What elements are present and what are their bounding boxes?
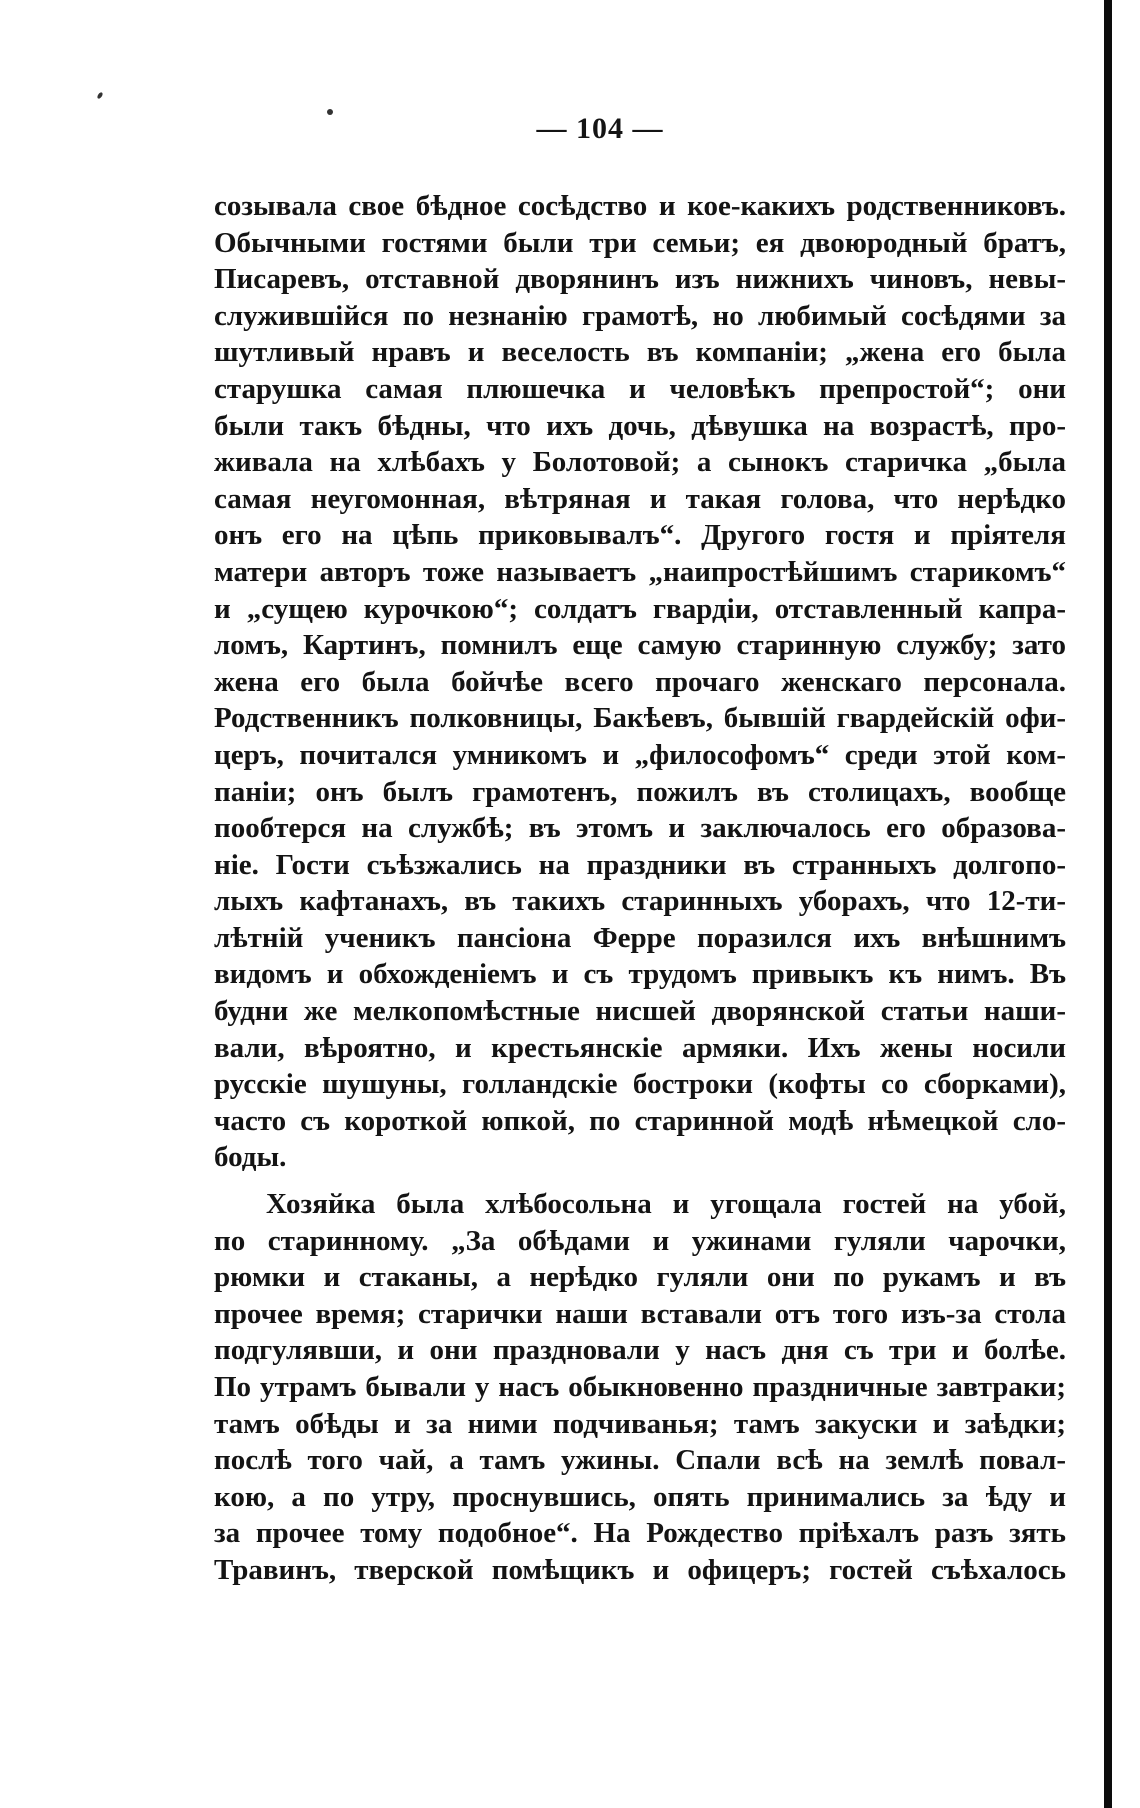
text-line: за прочее тому подобное“. На Рождество пріѣхалъ разъ зять — [214, 1517, 1066, 1550]
text-line: пообтерся на службѣ; въ этомъ и заключалось его образова- — [214, 812, 1066, 845]
text-line: шутливый нравъ и веселость въ компаніи; „жена его была — [214, 336, 1066, 369]
text-line: по старинному. „За обѣдами и ужинами гуляли чарочки, — [214, 1224, 1066, 1257]
text-line: русскіе шушуны, голландскіе бостроки (кофты со сборками), — [214, 1068, 1066, 1101]
text-line: видомъ и обхожденіемъ и съ трудомъ привыкъ къ нимъ. Въ — [214, 958, 1066, 991]
text-line: послѣ того чай, а тамъ ужины. Спали всѣ на землѣ повал- — [214, 1444, 1066, 1477]
text-line: Обычными гостями были три семьи; ея двоюродный братъ, — [214, 226, 1066, 259]
text-line: церъ, почитался умникомъ и „философомъ“ среди этой ком- — [214, 738, 1066, 771]
text-line: жена его была бойчѣе всего прочаго женскаго персонала. — [214, 665, 1066, 698]
text-line: лѣтній ученикъ пансіона Ферре поразился ихъ внѣшнимъ — [214, 921, 1066, 954]
text-line: самая неугомонная, вѣтряная и такая голова, что нерѣдко — [214, 482, 1066, 515]
page-number: — 104 — — [536, 112, 664, 145]
text-line: тамъ обѣды и за ними подчиванья; тамъ закуски и заѣдки; — [214, 1407, 1066, 1440]
text-line: лыхъ кафтанахъ, въ такихъ старинныхъ уборахъ, что 12-ти- — [214, 885, 1066, 918]
text-line: Травинъ, тверской помѣщикъ и офицеръ; гостей съѣхалось — [214, 1553, 1066, 1586]
text-line: служившійся по незнанію грамотѣ, но любимый сосѣдями за — [214, 299, 1066, 332]
text-line: были такъ бѣдны, что ихъ дочь, дѣвушка на возрастѣ, про- — [214, 409, 1066, 442]
text-line: и „сущею курочкою“; солдатъ гвардіи, отставленный капра- — [214, 592, 1066, 625]
paragraph-gap — [214, 1176, 1066, 1186]
paragraph — [214, 1186, 1066, 1589]
paragraph — [214, 188, 1066, 1176]
page-edge-shadow — [1104, 0, 1112, 1808]
text-line: созывала свое бѣдное сосѣдство и кое-какихъ родственниковъ. — [214, 190, 1066, 222]
ink-speck — [96, 91, 103, 99]
text-line: Хозяйка была хлѣбосольна и угощала гостей на убой, — [266, 1188, 1066, 1221]
text-line: рюмки и стаканы, а нерѣдко гуляли они по рукамъ и въ — [214, 1261, 1066, 1294]
text-line: часто съ короткой юпкой, по старинной модѣ нѣмецкой сло- — [214, 1104, 1066, 1137]
text-line: ломъ, Картинъ, помнилъ еще самую старинную службу; зато — [214, 629, 1066, 662]
text-line: будни же мелкопомѣстные нисшей дворянской статьи наши- — [214, 995, 1066, 1028]
text-line: Родственникъ полковницы, Бакѣевъ, бывшій гвардейскій офи- — [214, 702, 1066, 735]
text-line: вали, вѣроятно, и крестьянскіе армяки. Ихъ жены носили — [214, 1031, 1066, 1064]
text-line: кою, а по утру, проснувшись, опять принимались за ѣду и — [214, 1480, 1066, 1513]
text-line: старушка самая плюшечка и человѣкъ препростой“; они — [214, 372, 1066, 405]
body-text — [214, 188, 1066, 1589]
text-line: Писаревъ, отставной дворянинъ изъ нижнихъ чиновъ, невы- — [214, 263, 1066, 296]
text-line: боды. — [214, 1141, 287, 1174]
text-line: живала на хлѣбахъ у Болотовой; а сынокъ старичка „была — [214, 446, 1066, 479]
text-line: паніи; онъ былъ грамотенъ, пожилъ въ столицахъ, вообще — [214, 775, 1066, 808]
text-line: ніе. Гости съѣзжались на праздники въ странныхъ долгопо- — [214, 848, 1066, 881]
text-line: подгулявши, и они праздновали у насъ дня съ три и болѣе. — [214, 1334, 1066, 1367]
text-line: По утрамъ бывали у насъ обыкновенно праздничные завтраки; — [214, 1371, 1066, 1403]
text-line: онъ его на цѣпь приковывалъ“. Другого гостя и пріятеля — [214, 519, 1066, 552]
text-line: прочее время; старички наши вставали отъ того изъ-за стола — [214, 1297, 1066, 1330]
text-line: матери авторъ тоже называетъ „наипростѣйшимъ старикомъ“ — [214, 555, 1066, 588]
